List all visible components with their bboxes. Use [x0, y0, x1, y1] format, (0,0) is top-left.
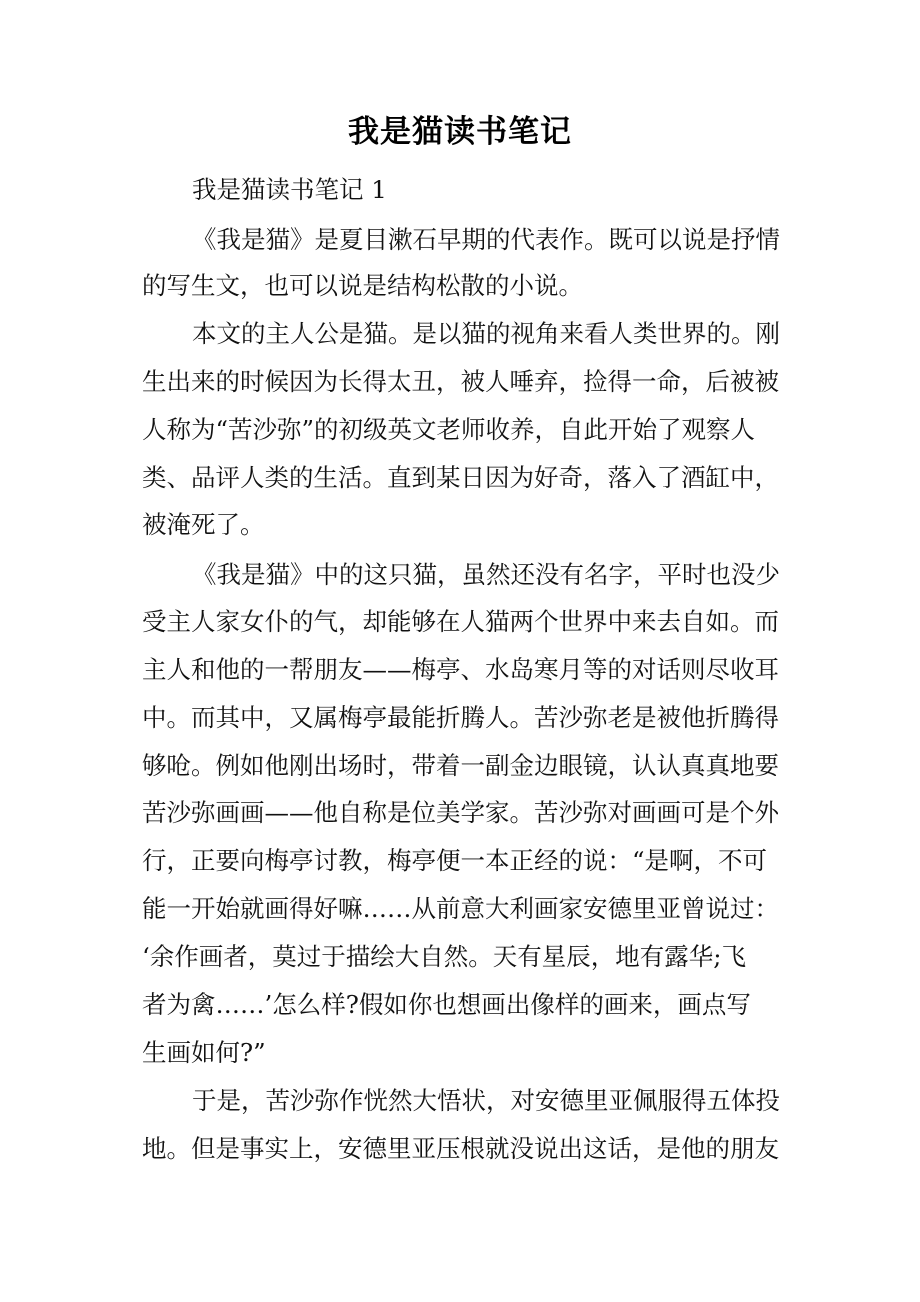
document-title: 我是猫读书笔记: [348, 114, 572, 150]
paragraph-line: 够呛。例如他刚出场时，带着一副金边眼镜，认认真真地要: [142, 751, 779, 780]
paragraph-line: 地。但是事实上，安德里亚压根就没说出这话，是他的朋友: [142, 1134, 779, 1163]
paragraph-line: 能一开始就画得好嘛……从前意大利画家安德里亚曾说过：: [142, 894, 779, 923]
paragraph-line: ‘余作画者，莫过于描绘大自然。天有星辰，地有露华;飞: [142, 942, 747, 971]
paragraph-line: 主人和他的一帮朋友——梅亭、水岛寒月等的对话则尽收耳: [142, 655, 779, 684]
paragraph-line: 受主人家女仆的气，却能够在人猫两个世界中来去自如。而: [142, 607, 779, 636]
subtitle-line: 我是猫读书笔记 1: [192, 175, 387, 204]
paragraph-line: 的写生文，也可以说是结构松散的小说。: [142, 271, 583, 300]
paragraph-line: 人称为“苦沙弥”的初级英文老师收养，自此开始了观察人: [142, 415, 756, 444]
paragraph-line: 被淹死了。: [142, 510, 265, 539]
paragraph-line: 苦沙弥画画——他自称是位美学家。苦沙弥对画画可是个外: [142, 798, 779, 827]
paragraph-line: 本文的主人公是猫。是以猫的视角来看人类世界的。刚: [192, 319, 780, 348]
paragraph-line: 类、品评人类的生活。直到某日因为好奇，落入了酒缸中，: [142, 463, 779, 492]
paragraph-line: 行，正要向梅亭讨教，梅亭便一本正经的说：“是啊，不可: [142, 846, 768, 875]
paragraph-line: 生画如何?”: [142, 1038, 266, 1067]
paragraph-line: 《我是猫》是夏目漱石早期的代表作。既可以说是抒情: [192, 225, 780, 254]
paragraph-line: 《我是猫》中的这只猫，虽然还没有名字，平时也没少: [192, 560, 780, 589]
paragraph-line: 中。而其中，又属梅亭最能折腾人。苦沙弥老是被他折腾得: [142, 703, 779, 732]
paragraph-line: 于是，苦沙弥作恍然大悟状，对安德里亚佩服得五体投: [192, 1086, 780, 1115]
paragraph-line: 生出来的时候因为长得太丑，被人唾弃，捡得一命，后被被: [142, 367, 779, 396]
paragraph-line: 者为禽……’怎么样?假如你也想画出像样的画来，画点写: [142, 990, 751, 1019]
